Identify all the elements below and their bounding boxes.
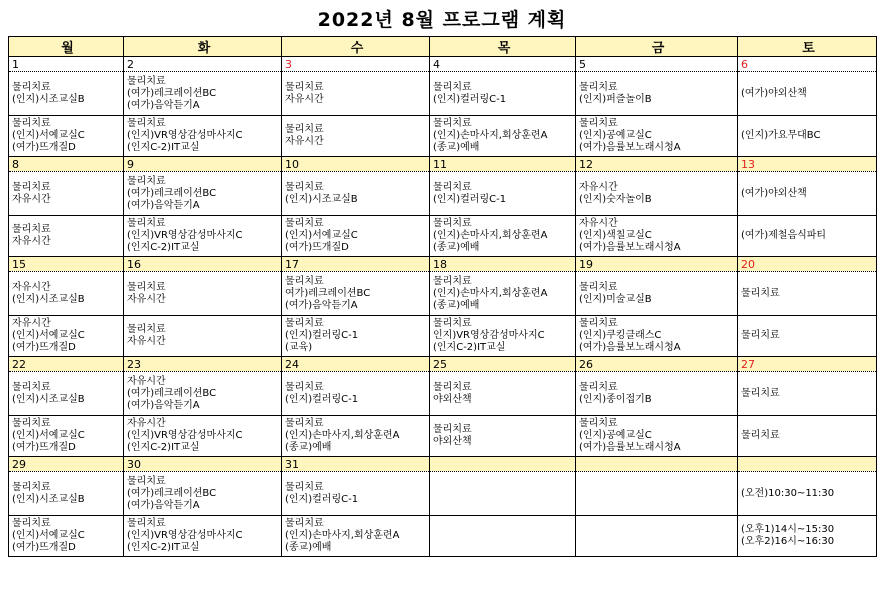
activity-cell [124,516,282,557]
activity-text: 물리치료 [127,324,166,335]
activity-text: (여가)야외산책 [741,187,807,199]
activity-cell [9,216,124,257]
activity-cell [124,272,282,316]
date-row [9,57,877,72]
activity-cell [124,72,282,116]
activity-text: 물리치료 [285,81,324,93]
activity-cell [282,416,430,457]
date-cell: 11 [430,157,576,172]
activity-cell [430,472,576,516]
activity-cell [430,172,576,216]
activity-text: (오후1)14시~15:30 [741,524,835,535]
activity-text: (인지)손마사지,회상훈련A [433,230,548,241]
activity-text: (인지)미술교실B [579,293,652,305]
activity-text: 물리치료 [285,318,324,329]
activity-text: (여가)음률보노래시청A [579,442,681,453]
activity-text: (인지)가요무대BC [741,130,821,141]
activity-text: 물리치료 [285,181,324,193]
activity-text: (종교)예배 [433,142,480,153]
activity-cell [738,116,877,157]
weekday-fri: 금 [576,37,738,57]
activity-cell [738,316,877,357]
pm-row [9,516,877,557]
activity-text: 물리치료 [433,381,472,393]
activity-text: (여가)레크레이션BC [127,87,217,99]
activity-cell [738,472,877,516]
activity-cell [124,372,282,416]
activity-text: (인지)컬러링C-1 [285,493,359,505]
activity-text: (여가)음악듣기A [285,299,358,311]
activity-text: 물리치료 [741,430,780,441]
activity-text: 물리치료 [741,330,780,341]
activity-text: 물리치료 [127,118,166,129]
activity-text: 물리치료 [285,518,324,529]
activity-cell [576,272,738,316]
activity-text: 물리치료 [579,318,618,329]
activity-cell [430,416,576,457]
activity-text: 물리치료 [433,318,472,329]
activity-cell [282,516,430,557]
weekday-wed: 수 [282,37,430,57]
activity-text: (인지)손마사지,회상훈련A [433,130,548,141]
activity-text: 물리치료 [433,118,472,129]
activity-text: 여가)레크레이션BC [285,287,371,299]
date-row [9,357,877,372]
activity-text: 물리치료 [285,124,324,135]
activity-text: (인지)공예교실C [579,130,652,141]
date-cell: 4 [430,57,576,72]
activity-text: (인지)시조교실B [12,493,85,505]
activity-text: (인지)서예교실C [12,530,85,541]
activity-text: (인지)색칠교실C [579,230,652,241]
activity-cell [282,72,430,116]
activity-cell [9,372,124,416]
date-cell: 6 [738,57,877,72]
pm-row [9,416,877,457]
activity-text: (교육) [285,342,313,353]
activity-cell [576,116,738,157]
calendar-body [9,57,877,557]
activity-cell [576,216,738,257]
date-cell: 2 [124,57,282,72]
activity-text: (여가)제철음식파티 [741,230,827,241]
activity-text: (여가)음악듣기A [127,199,200,211]
date-cell: 25 [430,357,576,372]
activity-text: 물리치료 [127,175,166,187]
activity-cell [430,72,576,116]
activity-text: (여가)음악듣기A [127,399,200,411]
activity-text: (인지)VR영상감성마사지C [127,430,243,441]
activity-text: (인지)쿠킹클래스C [579,330,662,341]
date-cell: 19 [576,257,738,272]
activity-text: 자유시간 [12,281,51,293]
activity-text: 물리치료 [433,275,472,287]
activity-text: 자유시간 [579,181,618,193]
activity-text: (인지)서예교실C [12,330,85,341]
activity-cell [282,116,430,157]
activity-text: 자유시간 [579,218,618,229]
activity-text: (종교)예배 [433,299,480,311]
activity-cell [430,372,576,416]
activity-cell [9,416,124,457]
activity-text: 물리치료 [12,418,51,429]
activity-text: (인지)시조교실B [12,93,85,105]
activity-text: 물리치료 [579,118,618,129]
activity-cell [282,216,430,257]
weekday-header-row [9,37,877,57]
date-cell: 22 [9,357,124,372]
activity-text: (인지)서예교실C [285,230,358,241]
activity-text: (인지C-2)IT교실 [127,242,200,253]
activity-cell [738,516,877,557]
activity-text: (인지C-2)IT교실 [433,342,506,353]
date-cell: 13 [738,157,877,172]
activity-text: (종교)예배 [285,442,332,453]
activity-text: (인지)서예교실C [12,130,85,141]
date-cell: 15 [9,257,124,272]
date-cell: 23 [124,357,282,372]
activity-text: (인지)시조교실B [12,393,85,405]
activity-text: (인지)시조교실B [12,293,85,305]
activity-cell [738,272,877,316]
date-row [9,257,877,272]
activity-text: 자유시간 [12,193,51,205]
activity-cell [282,472,430,516]
activity-text: (여가)뜨개질D [12,542,76,553]
activity-cell [282,372,430,416]
activity-text: 물리치료 [127,518,166,529]
date-cell [430,457,576,472]
date-cell [738,457,877,472]
am-row [9,272,877,316]
date-cell: 18 [430,257,576,272]
activity-cell [282,172,430,216]
activity-text: (인지)VR영상감성마사지C [127,230,243,241]
activity-text: (여가)뜨개질D [285,242,349,253]
page-title: 2022년 8월 프로그램 계획 [317,8,567,31]
activity-cell [124,216,282,257]
date-cell: 5 [576,57,738,72]
activity-text: 물리치료 [285,275,324,287]
activity-text: 물리치료 [127,218,166,229]
am-row [9,472,877,516]
activity-text: 자유시간 [285,136,324,147]
activity-cell [576,172,738,216]
activity-cell [430,316,576,357]
date-row [9,457,877,472]
date-cell: 10 [282,157,430,172]
activity-text: (종교)예배 [433,242,480,253]
activity-text: (여가)뜨개질D [12,442,76,453]
activity-text: (오전)10:30~11:30 [741,487,835,499]
activity-text: 물리치료 [433,181,472,193]
am-row [9,72,877,116]
activity-text: 물리치료 [285,218,324,229]
activity-text: 물리치료 [12,181,51,193]
activity-text: (인지)시조교실B [285,193,358,205]
activity-cell [576,516,738,557]
activity-text: 야외산책 [433,393,472,405]
pm-row [9,216,877,257]
activity-text: (여가)레크레이션BC [127,387,217,399]
activity-text: (여가)음률보노래시청A [579,342,681,353]
date-cell: 8 [9,157,124,172]
activity-cell [9,472,124,516]
activity-text: 물리치료 [12,118,51,129]
activity-cell [9,516,124,557]
activity-text: 물리치료 [12,381,51,393]
activity-cell [124,416,282,457]
date-cell: 16 [124,257,282,272]
calendar-table [8,36,877,557]
date-cell: 24 [282,357,430,372]
date-cell: 12 [576,157,738,172]
activity-text: 물리치료 [741,287,780,299]
activity-cell [738,216,877,257]
date-cell: 1 [9,57,124,72]
activity-text: 자유시간 [127,375,166,387]
activity-text: (여가)뜨개질D [12,342,76,353]
activity-text: 자유시간 [12,318,51,329]
date-cell: 31 [282,457,430,472]
activity-text: (여가)음악듣기A [127,499,200,511]
activity-text: (여가)음률보노래시청A [579,142,681,153]
weekday-sat: 토 [738,37,877,57]
activity-text: (인지)컬러링C-1 [285,393,359,405]
activity-text: 자유시간 [127,293,166,305]
activity-cell [738,72,877,116]
activity-text: 자유시간 [127,336,166,347]
activity-cell [9,316,124,357]
activity-text: 물리치료 [433,81,472,93]
activity-cell [9,72,124,116]
activity-text: (여가)레크레이션BC [127,187,217,199]
activity-text: 물리치료 [12,224,51,235]
activity-text: 물리치료 [12,81,51,93]
activity-text: (인지)손마사지,회상훈련A [433,287,548,299]
activity-text: 인지)VR영상감성마사지C [433,330,545,341]
activity-text: (인지C-2)IT교실 [127,542,200,553]
am-row [9,372,877,416]
activity-text: 물리치료 [285,418,324,429]
activity-cell [576,316,738,357]
activity-text: (인지)컬러링C-1 [433,193,507,205]
activity-cell [124,172,282,216]
activity-text: (여가)뜨개질D [12,142,76,153]
activity-text: (인지)숫자놀이B [579,193,652,205]
activity-text: (인지C-2)IT교실 [127,442,200,453]
activity-text: (여가)음률보노래시청A [579,242,681,253]
activity-text: (인지)퍼즐놀이B [579,93,652,105]
activity-text: (인지)컬러링C-1 [285,330,359,341]
activity-text: 물리치료 [579,281,618,293]
weekday-mon: 월 [9,37,124,57]
activity-text: (인지)종이접기B [579,393,652,405]
activity-text: (인지)VR영상감성마사지C [127,530,243,541]
activity-cell [738,372,877,416]
activity-text: (여가)레크레이션BC [127,487,217,499]
activity-cell [430,216,576,257]
activity-text: 물리치료 [741,387,780,399]
activity-cell [9,272,124,316]
activity-cell [576,416,738,457]
activity-text: 물리치료 [433,218,472,229]
date-row [9,157,877,172]
activity-cell [9,172,124,216]
activity-text: 야외산책 [433,436,472,447]
activity-text: (인지)서예교실C [12,430,85,441]
activity-text: (인지C-2)IT교실 [127,142,200,153]
activity-cell [124,472,282,516]
date-cell: 17 [282,257,430,272]
activity-text: 자유시간 [285,93,324,105]
activity-text: 물리치료 [12,518,51,529]
pm-row [9,116,877,157]
activity-cell [576,472,738,516]
activity-text: (종교)예배 [285,542,332,553]
activity-text: (인지)공예교실C [579,430,652,441]
activity-text: 물리치료 [127,281,166,293]
activity-text: (오후2)16시~16:30 [741,536,835,547]
activity-text: 물리치료 [127,75,166,87]
activity-cell [738,172,877,216]
activity-text: 물리치료 [12,481,51,493]
date-cell: 26 [576,357,738,372]
weekday-thu: 목 [430,37,576,57]
date-cell [576,457,738,472]
weekday-tue: 화 [124,37,282,57]
activity-cell [282,316,430,357]
activity-text: 물리치료 [433,424,472,435]
am-row [9,172,877,216]
activity-text: (인지)손마사지,회상훈련A [285,430,400,441]
activity-text: 물리치료 [285,481,324,493]
date-cell: 9 [124,157,282,172]
activity-cell [282,272,430,316]
activity-cell [576,372,738,416]
pm-row [9,316,877,357]
activity-text: 물리치료 [579,418,618,429]
date-cell: 20 [738,257,877,272]
activity-text: 자유시간 [127,418,166,429]
activity-text: 물리치료 [579,381,618,393]
activity-cell [430,272,576,316]
activity-text: (인지)VR영상감성마사지C [127,130,243,141]
date-cell: 3 [282,57,430,72]
activity-text: 물리치료 [579,81,618,93]
date-cell: 30 [124,457,282,472]
activity-cell [124,116,282,157]
activity-text: (인지)손마사지,회상훈련A [285,530,400,541]
activity-text: 자유시간 [12,236,51,247]
activity-cell [738,416,877,457]
date-cell: 29 [9,457,124,472]
activity-cell [430,116,576,157]
activity-text: 물리치료 [127,475,166,487]
activity-text: (인지)컬러링C-1 [433,93,507,105]
activity-text: (여가)음악듣기A [127,99,200,111]
activity-text: (여가)야외산책 [741,87,807,99]
activity-cell [9,116,124,157]
activity-cell [430,516,576,557]
date-cell: 27 [738,357,877,372]
activity-cell [576,72,738,116]
activity-cell [124,316,282,357]
activity-text: 물리치료 [285,381,324,393]
